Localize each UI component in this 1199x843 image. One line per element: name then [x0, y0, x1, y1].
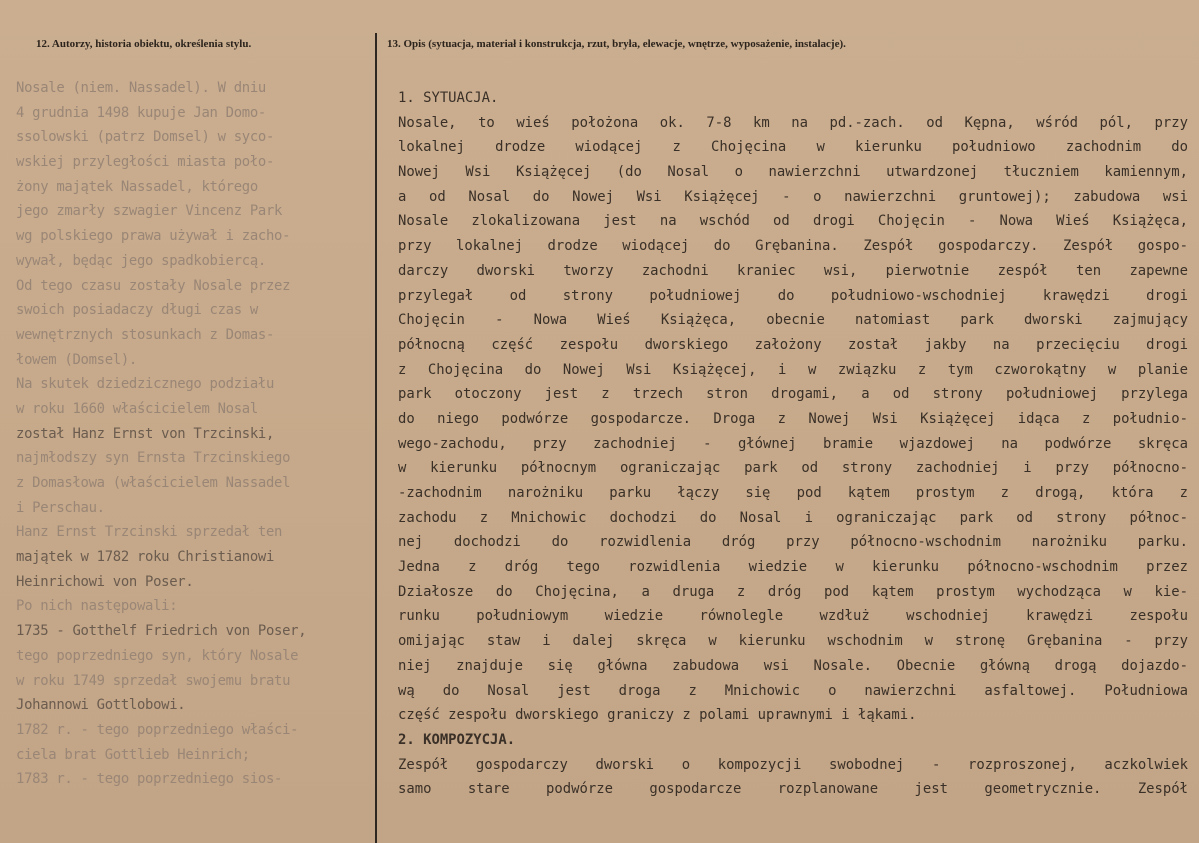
- history-line: tego poprzedniego syn, który Nosale: [16, 647, 299, 664]
- description-line: Nowej Wsi Książęcej (do Nosal o nawierzchni utwardzonej tłuczniem kamiennym,: [398, 164, 1188, 181]
- description-line: Nosale zlokalizowana jest na wschód od drogi Chojęcin - Nowa Wieś Książęca,: [398, 213, 1188, 230]
- description-line: z Chojęcina do Nowej Wsi Książęcej, i w związku z tym czworokątny w planie: [398, 361, 1188, 378]
- description-line: Chojęcin - Nowa Wieś Książęca, obecnie natomiast park dworski zajmujący: [398, 312, 1188, 329]
- history-line: w roku 1660 właścicielem Nosal: [16, 400, 258, 417]
- description-line: Jedna z dróg tego rozwidlenia wiedzie w kierunku północno-wschodnim przez: [398, 559, 1188, 576]
- description-line: a od Nosal do Nowej Wsi Książęcej - o nawierzchni gruntowej); zabudowa wsi: [398, 188, 1188, 205]
- description-line: w kierunku północnym ograniczając park od strony zachodniej i przy północno-: [398, 460, 1188, 477]
- section-12-heading: 12. Autorzy, historia obiektu, określenia stylu.: [36, 38, 252, 50]
- history-line: swoich posiadaczy długi czas w: [16, 302, 258, 319]
- history-line: Na skutek dziedzicznego podziału: [16, 376, 275, 393]
- history-line: Heinrichowi von Poser.: [16, 573, 194, 590]
- history-line: najmłodszy syn Ernsta Trzcinskiego: [16, 450, 291, 467]
- history-line: Hanz Ernst Trzcinski sprzedał ten: [16, 524, 283, 541]
- description-line: runku południowym wiedzie równolegle wzdłuż wschodniej krawędzi zespołu: [398, 608, 1188, 625]
- description-line: samo stare podwórze gospodarcze rozplanowane jest geometrycznie. Zespół: [398, 781, 1188, 798]
- history-line: został Hanz Ernst von Trzcinski,: [16, 425, 275, 442]
- history-line: ssolowski (patrz Domsel) w syco-: [16, 129, 275, 146]
- description-line: park otoczony jest z trzech stron drogami, a od strony południowej przylega: [398, 386, 1188, 403]
- description-line: do niego podwórze gospodarcze. Droga z Nowej Wsi Książęcej idąca z południo-: [398, 410, 1188, 427]
- description-line: -zachodnim narożniku parku łączy się pod kątem prostym z drogą, która z: [398, 485, 1188, 501]
- history-line: 1783 r. - tego poprzedniego sios-: [16, 771, 283, 788]
- history-line: majątek w 1782 roku Christianowi: [16, 549, 275, 566]
- description-line: niej znajduje się główna zabudowa wsi Nosale. Obecnie główną drogą dojazdo-: [398, 657, 1188, 674]
- history-line: z Domasłowa (właścicielem Nassadel: [16, 475, 291, 491]
- history-line: Od tego czasu zostały Nosale przez: [16, 277, 291, 294]
- history-line: 1735 - Gotthelf Friedrich von Poser,: [16, 623, 307, 640]
- description-line: Działosze do Chojęcina, a druga z dróg pod kątem prostym wychodząca w kie-: [398, 583, 1188, 600]
- description-column: [398, 86, 1188, 802]
- description-line: nej dochodzi do rozwidlenia dróg przy północno-wschodnim narożniku parku.: [398, 534, 1188, 551]
- history-column: [16, 76, 366, 792]
- history-line: w roku 1749 sprzedał swojemu bratu: [16, 672, 291, 689]
- history-line: wskiej przyległości miasta poło-: [16, 154, 275, 171]
- history-line: Johannowi Gottlobowi.: [16, 697, 186, 714]
- history-line: Nosale (niem. Nassadel). W dniu: [16, 80, 266, 96]
- description-line: wego-zachodu, przy zachodniej - głównej bramie wjazdowej na podwórze skręca: [398, 435, 1188, 452]
- section-heading-situation: 1. SYTUACJA.: [398, 90, 499, 106]
- description-line: omijając staw i dalej skręca w kierunku wschodnim w stronę Grębanina - przy: [398, 633, 1188, 650]
- section-heading-composition: 2. KOMPOZYCJA.: [398, 731, 516, 748]
- history-line: łowem (Domsel).: [16, 351, 137, 368]
- description-line: północną część zespołu dworskiego założony został jakby na przecięciu drogi: [398, 336, 1188, 353]
- history-line: ciela brat Gottlieb Heinrich;: [16, 746, 250, 763]
- history-line: i Perschau.: [16, 499, 105, 516]
- description-line: część zespołu dworskiego graniczy z polami uprawnymi i łąkami.: [398, 707, 917, 724]
- history-line: jego zmarły szwagier Vincenz Park: [16, 203, 283, 220]
- history-line: żony majątek Nassadel, którego: [16, 178, 258, 195]
- history-line: 1782 r. - tego poprzedniego właści-: [16, 721, 299, 738]
- description-line: przy lokalnej drodze wiodącej do Grębanina. Zespół gospodarczy. Zespół gospo-: [398, 238, 1188, 255]
- description-line: Zespół gospodarczy dworski o kompozycji swobodnej - rozproszonej, aczkolwiek: [398, 756, 1188, 773]
- column-divider: [375, 33, 377, 843]
- description-line: przylegał od strony południowej do południowo-wschodniej krawędzi drogi: [398, 287, 1188, 304]
- history-line: Po nich następowali:: [16, 598, 178, 615]
- description-line: zachodu z Mnichowic dochodzi do Nosal i ograniczając park od strony północ-: [398, 509, 1188, 526]
- history-line: wg polskiego prawa używał i zacho-: [16, 228, 291, 245]
- description-line: Nosale, to wieś położona ok. 7-8 km na pd.-zach. od Kępna, wśród pól, przy: [398, 114, 1188, 131]
- description-line: wą do Nosal jest droga z Mnichowic o nawierzchni asfaltowej. Południowa: [398, 682, 1188, 699]
- description-line: lokalnej drodze wiodącej z Chojęcina w kierunku południowo zachodnim do: [398, 139, 1188, 156]
- history-line: wywał, będąc jego spadkobiercą.: [16, 252, 266, 269]
- description-line: darczy dworski tworzy zachodni kraniec wsi, pierwotnie zespół ten zapewne: [398, 262, 1188, 279]
- history-line: 4 grudnia 1498 kupuje Jan Domo-: [16, 104, 266, 121]
- section-13-heading: 13. Opis (sytuacja, materiał i konstrukcja, rzut, bryła, elewacje, wnętrze, wyposażenie, instalacje).: [387, 38, 846, 50]
- history-line: wewnętrznych stosunkach z Domas-: [16, 326, 275, 343]
